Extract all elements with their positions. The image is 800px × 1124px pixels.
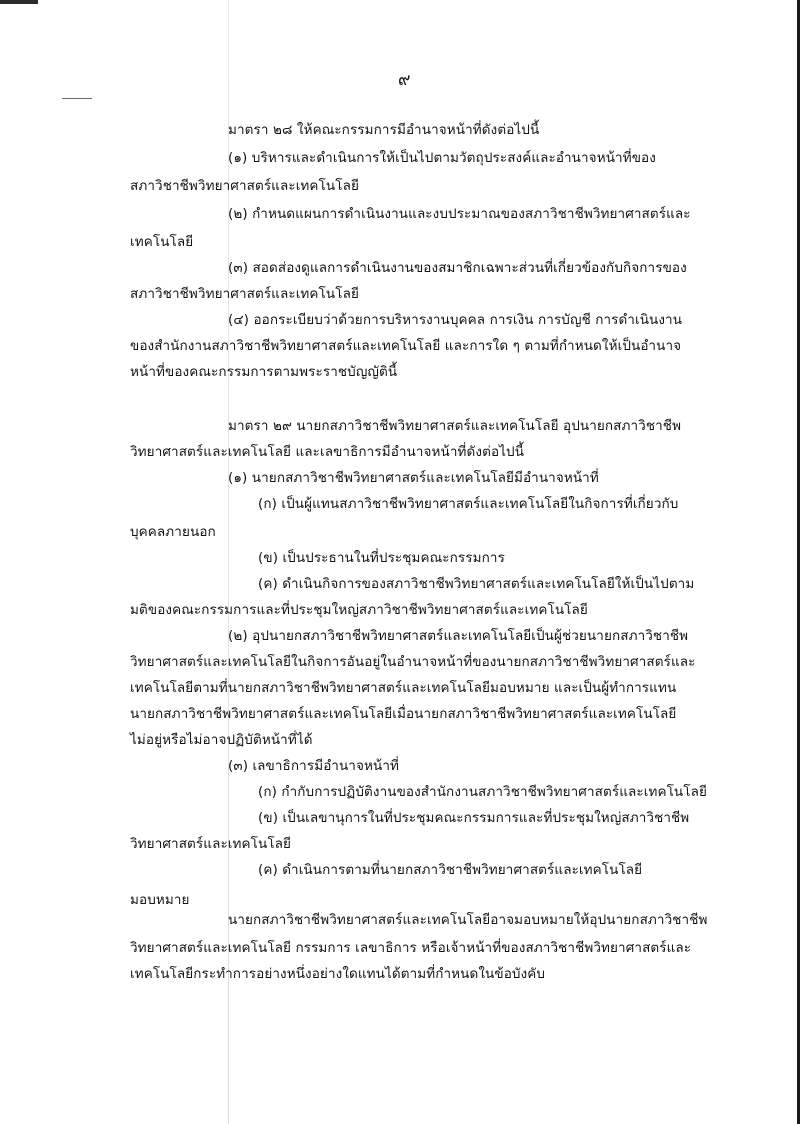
paragraph-line: วิทยาศาสตร์และเทคโนโลยี กรรมการ เลขาธิการ หรือเจ้าหน้าที่ของสภาวิชาชีพวิทยาศาสตร์และ	[130, 940, 692, 956]
paragraph-line: (๒) กำหนดแผนการดำเนินงานและงบประมาณของสภาวิชาชีพวิทยาศาสตร์และ	[228, 206, 691, 222]
paragraph-line: หน้าที่ของคณะกรรมการตามพระราชบัญญัตินี้	[130, 364, 398, 380]
page-number: ๙	[398, 70, 411, 90]
paragraph-line: นายกสภาวิชาชีพวิทยาศาสตร์และเทคโนโลยีอาจมอบหมายให้อุปนายกสภาวิชาชีพ	[228, 912, 708, 928]
paragraph-line: วิทยาศาสตร์และเทคโนโลยี และเลขาธิการมีอำนาจหน้าที่ดังต่อไปนี้	[130, 444, 525, 460]
paragraph-line: (ค) ดำเนินการตามที่นายกสภาวิชาชีพวิทยาศาสตร์และเทคโนโลยี	[258, 862, 643, 878]
paragraph-line: เทคโนโลยีตามที่นายกสภาวิชาชีพวิทยาศาสตร์และเทคโนโลยีมอบหมาย และเป็นผู้ทำการแทน	[130, 680, 677, 696]
paragraph-line: เทคโนโลยี	[130, 234, 194, 250]
paragraph-line: มติของคณะกรรมการและที่ประชุมใหญ่สภาวิชาชีพวิทยาศาสตร์และเทคโนโลยี	[130, 602, 588, 618]
scan-edge-mark	[0, 0, 38, 4]
paragraph-line: (๑) บริหารและดำเนินการให้เป็นไปตามวัตถุประสงค์และอำนาจหน้าที่ของ	[228, 150, 656, 166]
paragraph-line: (๓) เลขาธิการมีอำนาจหน้าที่	[228, 758, 400, 774]
paragraph-line: (ก) กำกับการปฏิบัติงานของสำนักงานสภาวิชาชีพวิทยาศาสตร์และเทคโนโลยี	[258, 784, 707, 800]
paragraph-line: (๓) สอดส่องดูแลการดำเนินงานของสมาชิกเฉพาะส่วนที่เกี่ยวข้องกับกิจการของ	[228, 260, 687, 276]
paragraph-line: นายกสภาวิชาชีพวิทยาศาสตร์และเทคโนโลยีเมื่อนายกสภาวิชาชีพวิทยาศาสตร์และเทคโนโลยี	[130, 706, 677, 722]
paragraph-line: (ก) เป็นผู้แทนสภาวิชาชีพวิทยาศาสตร์และเทคโนโลยีในกิจการที่เกี่ยวกับ	[258, 496, 679, 512]
paragraph-line: (๔) ออกระเบียบว่าด้วยการบริหารงานบุคคล การเงิน การบัญชี การดำเนินงาน	[228, 312, 683, 328]
paragraph-line: ของสำนักงานสภาวิชาชีพวิทยาศาสตร์และเทคโนโลยี และการใด ๆ ตามที่กำหนดให้เป็นอำนาจ	[130, 338, 682, 354]
paragraph-line: วิทยาศาสตร์และเทคโนโลยี	[130, 836, 292, 852]
scan-dash-mark	[62, 98, 92, 99]
paragraph-line: เทคโนโลยีกระทำการอย่างหนึ่งอย่างใดแทนได้ตามที่กำหนดในข้อบังคับ	[130, 966, 546, 982]
paragraph-line: มอบหมาย	[130, 892, 190, 908]
paragraph-line: สภาวิชาชีพวิทยาศาสตร์และเทคโนโลยี	[130, 286, 359, 302]
paragraph-line: บุคคลภายนอก	[130, 524, 216, 540]
paragraph-line: (๑) นายกสภาวิชาชีพวิทยาศาสตร์และเทคโนโลยีมีอำนาจหน้าที่	[228, 470, 599, 486]
paragraph-line: (ค) ดำเนินกิจการของสภาวิชาชีพวิทยาศาสตร์และเทคโนโลยีให้เป็นไปตาม	[258, 576, 695, 592]
paragraph-line: ไม่อยู่หรือไม่อาจปฏิบัติหน้าที่ได้	[130, 732, 313, 748]
paragraph-line: (ข) เป็นประธานในที่ประชุมคณะกรรมการ	[258, 550, 505, 566]
paragraph-line: วิทยาศาสตร์และเทคโนโลยีในกิจการอันอยู่ในอำนาจหน้าที่ของนายกสภาวิชาชีพวิทยาศาสตร์และ	[130, 654, 696, 670]
paragraph-line: (ข) เป็นเลขานุการในที่ประชุมคณะกรรมการและที่ประชุมใหญ่สภาวิชาชีพ	[258, 810, 690, 826]
section-29-heading: มาตรา ๒๙ นายกสภาวิชาชีพวิทยาศาสตร์และเทคโนโลยี อุปนายกสภาวิชาชีพ	[228, 418, 682, 434]
section-28-heading: มาตรา ๒๘ ให้คณะกรรมการมีอำนาจหน้าที่ดังต่อไปนี้	[228, 122, 540, 138]
paragraph-line: (๒) อุปนายกสภาวิชาชีพวิทยาศาสตร์และเทคโนโลยีเป็นผู้ช่วยนายกสภาวิชาชีพ	[228, 628, 689, 644]
paragraph-line: สภาวิชาชีพวิทยาศาสตร์และเทคโนโลยี	[130, 178, 359, 194]
